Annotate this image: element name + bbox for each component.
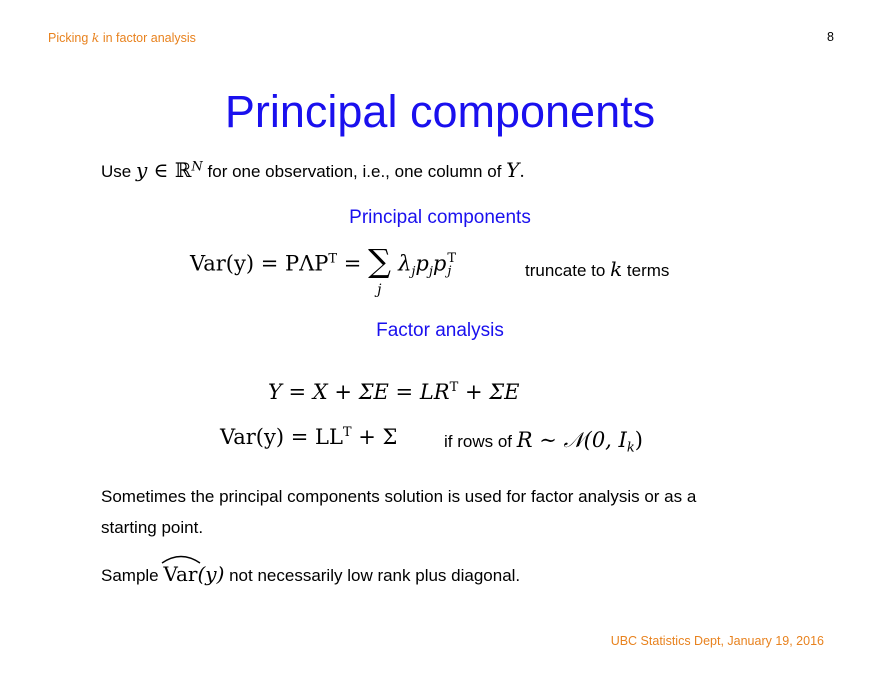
pc-note-prefix: truncate to	[525, 261, 611, 280]
fa-eq1-tail: + ΣE	[458, 380, 520, 404]
body-line-2: starting point.	[101, 518, 204, 537]
intro-use: Use	[101, 162, 136, 181]
sum-index: j	[377, 282, 382, 298]
intro-math-in: ∈ ℝ	[147, 158, 192, 182]
page-number: 8	[827, 30, 834, 44]
sample-line	[101, 562, 520, 586]
sum-symbol	[368, 242, 398, 298]
fa-note-math: R ∼ 𝒩(0, I	[516, 428, 627, 452]
sample-arg: (y)	[197, 562, 225, 586]
running-header-math: k	[91, 30, 100, 45]
sample-var: Var	[163, 562, 198, 586]
pc-eq-lambda: λ	[398, 251, 412, 276]
pc-equation	[190, 242, 457, 298]
intro-line	[101, 158, 525, 182]
running-header	[48, 30, 196, 45]
pc-eq-p-sub: j	[428, 264, 433, 280]
wide-hat-icon	[161, 552, 201, 564]
sample-suffix: not necessarily low rank plus diagonal.	[224, 566, 521, 585]
pc-eq-equals: =	[337, 251, 369, 276]
fa-eq1-transpose: T	[449, 380, 459, 395]
pc-note-math: k	[610, 257, 623, 281]
fa-eq2-tail: + Σ	[351, 425, 398, 449]
pc-eq-p: p	[415, 251, 429, 276]
fa-note	[444, 428, 643, 456]
pc-eq-p2-sup: T	[447, 251, 457, 266]
fa-eq2-main: Var(y) = LL	[220, 425, 343, 449]
sample-prefix: Sample	[101, 566, 164, 585]
body-line-1: Sometimes the principal components solution is used for factor analysis or as a	[101, 487, 697, 506]
running-header-suffix: in factor analysis	[99, 31, 196, 45]
pc-heading: Principal components	[349, 207, 531, 228]
pc-eq-p2-sub: j	[447, 264, 452, 279]
intro-math-N: N	[191, 159, 203, 175]
fa-note-prefix: if rows of	[444, 432, 517, 451]
pc-eq-lhs: Var(y) = PΛP	[190, 251, 329, 276]
intro-rest: for one observation, i.e., one column of	[202, 162, 507, 181]
pc-note	[525, 257, 669, 281]
footer: UBC Statistics Dept, January 19, 2016	[610, 634, 824, 648]
fa-equation-2	[220, 425, 397, 449]
fa-equation-1	[268, 380, 519, 404]
intro-period: .	[519, 162, 525, 182]
pc-eq-transpose: T	[328, 251, 338, 267]
intro-math-Y: Y	[506, 158, 520, 182]
fa-eq2-transpose: T	[342, 425, 352, 440]
running-header-prefix: Picking	[48, 31, 92, 45]
pc-note-suffix: terms	[622, 261, 670, 280]
fa-heading: Factor analysis	[376, 320, 504, 341]
var-hat	[163, 562, 197, 586]
fa-note-math-sub: k	[626, 440, 635, 456]
sum-sigma: ∑	[368, 242, 391, 280]
pc-eq-p2-scripts	[447, 252, 456, 278]
intro-math-y: y	[135, 158, 148, 182]
fa-eq1-main: Y = X + ΣE = LR	[268, 380, 450, 404]
fa-note-math-close: )	[634, 428, 643, 452]
pc-eq-p2: p	[432, 251, 447, 276]
slide-title: Principal components	[224, 86, 656, 137]
pc-eq-lambda-sub: j	[411, 264, 416, 280]
